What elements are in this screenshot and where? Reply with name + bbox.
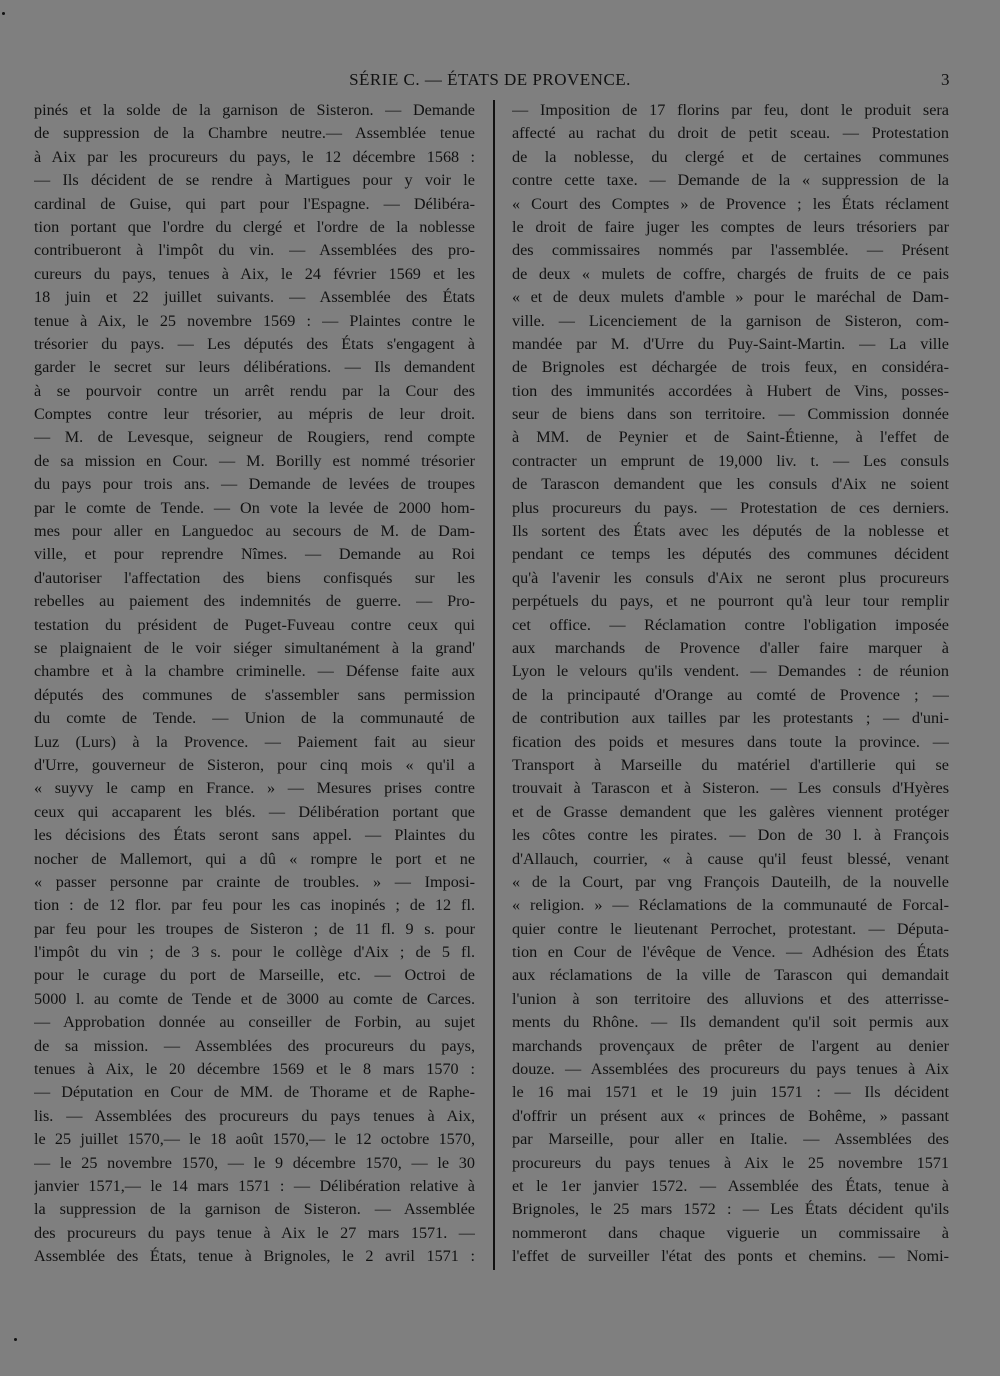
text-line: à Aix par les procureurs du pays, le 12 décembre 1568 : bbox=[34, 147, 475, 166]
text-line: d'Allauch, courrier, « à cause qu'il feust blessé, venant bbox=[512, 849, 949, 868]
text-line: députés des communes de s'assembler sans permission bbox=[34, 685, 475, 704]
text-line: aux marchands de Provence d'aller faire marquer à bbox=[512, 638, 949, 657]
text-line: des commissaires nommés par l'assemblée. — Présent bbox=[512, 241, 949, 260]
text-line: du comte de Tende. — Union de la communauté de bbox=[34, 709, 475, 728]
text-line: ville, et pour reprendre Nîmes. — Demande au Roi bbox=[34, 545, 475, 564]
text-line: plus procureurs du pays. — Protestation de ces derniers. bbox=[512, 498, 949, 517]
text-line: — le 25 novembre 1570, — le 9 décembre 1570, — le 30 bbox=[34, 1153, 475, 1172]
text-line: fication des poids et mesures dans toute la province. — bbox=[512, 732, 949, 751]
text-line: — M. de Levesque, seigneur de Rougiers, rend compte bbox=[34, 428, 475, 447]
text-line: contribueront à l'impôt du vin. — Assemblées des pro- bbox=[34, 241, 475, 260]
text-line: à se pourvoir contre un arrêt rendu par la Cour des bbox=[34, 381, 475, 400]
column-divider bbox=[493, 100, 495, 1270]
text-line: procureurs du pays tenues à Aix le 25 novembre 1571 bbox=[512, 1153, 949, 1172]
text-line: tenues à Aix, le 20 décembre 1569 et le 8 mars 1570 : bbox=[34, 1060, 475, 1079]
text-line: tenue à Aix, le 25 novembre 1569 : — Plaintes contre le bbox=[34, 311, 475, 330]
text-line: de suppression de la Chambre neutre.— Assemblée tenue bbox=[34, 124, 475, 143]
text-line: qu'à l'avenir les consuls d'Aix ne seront plus procureurs bbox=[512, 568, 949, 587]
right-column bbox=[512, 99, 949, 1269]
text-line: « et de deux mulets d'amble » pour le maréchal de Dam- bbox=[512, 288, 949, 307]
text-line: de sa mission en Cour. — M. Borilly est nommé trésorier bbox=[34, 451, 475, 470]
text-line: des procureurs du pays tenue à Aix le 27 mars 1571. — bbox=[34, 1223, 475, 1242]
text-line: garder le secret sur leurs délibérations. — Ils demandent bbox=[34, 358, 475, 377]
text-line: par le comte de Tende. — On vote la levée de 2000 hom- bbox=[34, 498, 475, 517]
text-line: Luz (Lurs) à la Provence. — Paiement fait au sieur bbox=[34, 732, 475, 751]
text-line: d'Urre, gouverneur de Sisteron, pour cinq mois « qu'il a bbox=[34, 755, 475, 774]
text-line: perpétuels du pays, et ne pourront qu'à leur tour remplir bbox=[512, 592, 949, 611]
text-line: tion en Cour de l'évêque de Vence. — Adhésion des États bbox=[512, 943, 949, 962]
text-line: rebelles au paiement des indemnités de guerre. — Pro- bbox=[34, 592, 475, 611]
text-line: trésorier du pays. — Les députés des États s'engagent à bbox=[34, 334, 475, 353]
text-line: testation du président de Puget-Fuveau contre ceux qui bbox=[34, 615, 475, 634]
text-line: l'union à son territoire des alluvions et des atterrisse- bbox=[512, 989, 949, 1008]
text-line: de Brignoles est déchargée de trois feux, en considéra- bbox=[512, 358, 949, 377]
text-line: tion portant que l'ordre du clergé et l'ordre de la noblesse bbox=[34, 217, 475, 236]
text-line: affecté au rachat du droit de petit sceau. — Protestation bbox=[512, 124, 949, 143]
text-line: douze. — Assemblées des procureurs du pays tenues à Aix bbox=[512, 1060, 949, 1079]
text-line: de contribution aux tailles par les protestants ; — d'uni- bbox=[512, 709, 949, 728]
text-line: de Tarascon demandent que les consuls d'Aix ne soient bbox=[512, 475, 949, 494]
text-line: aux réclamations de la ville de Tarascon qui demandait bbox=[512, 966, 949, 985]
text-line: pour le curage du port de Marseille, etc. — Octroi de bbox=[34, 966, 475, 985]
scan-speck bbox=[2, 12, 5, 15]
text-line: le 25 juillet 1570,— le 18 août 1570,— le 12 octobre 1570, bbox=[34, 1130, 475, 1149]
text-line: nocher de Mallemort, qui a dû « rompre le port et ne bbox=[34, 849, 475, 868]
text-line: 5000 l. au comte de Tende et de 3000 au comte de Carces. bbox=[34, 989, 475, 1008]
text-line: mandée par M. d'Urre du Puy-Saint-Martin. — La ville bbox=[512, 334, 949, 353]
text-line: cet office. — Réclamation contre l'obligation imposée bbox=[512, 615, 949, 634]
text-line: Ils sortent des États avec les députés de la noblesse et bbox=[512, 522, 949, 541]
text-line: par Marseille, pour aller en Italie. — Assemblées des bbox=[512, 1130, 949, 1149]
text-line: « religion. » — Réclamations de la communauté de Forcal- bbox=[512, 896, 949, 915]
text-line: « Court des Comptes » de Provence ; les États réclament bbox=[512, 194, 949, 213]
text-line: — Députation en Cour de MM. de Thorame et de Raphe- bbox=[34, 1083, 475, 1102]
text-line: cureurs du pays, tenues à Aix, le 24 février 1569 et les bbox=[34, 264, 475, 283]
left-column bbox=[34, 99, 475, 1269]
text-line: quier contre le lieutenant Perrochet, protestant. — Députa- bbox=[512, 919, 949, 938]
text-line: le 16 mai 1571 et le 19 juin 1571 : — Ils décident bbox=[512, 1083, 949, 1102]
text-line: seur de biens dans son territoire. — Commission donnée bbox=[512, 405, 949, 424]
text-line: les côtes contre les pirates. — Don de 30 l. à François bbox=[512, 826, 949, 845]
text-line: la suppression de la garnison de Sisteron. — Assemblée bbox=[34, 1200, 475, 1219]
page-header bbox=[30, 70, 950, 94]
text-line: pinés et la solde de la garnison de Sisteron. — Demande bbox=[34, 101, 475, 119]
text-line: lis. — Assemblées des procureurs du pays tenues à Aix, bbox=[34, 1106, 475, 1125]
text-line: pendant ce temps les députés des communes décident bbox=[512, 545, 949, 564]
text-line: à MM. de Peynier et de Saint-Étienne, à l'effet de bbox=[512, 428, 949, 447]
text-line: — Approbation donnée au conseiller de Forbin, au sujet bbox=[34, 1013, 475, 1032]
text-line: le droit de faire juger les comptes de leurs trésoriers par bbox=[512, 217, 949, 236]
text-line: « de la Court, par vng François Dauteilh, de la nouvelle bbox=[512, 872, 949, 891]
text-line: ceux qui accaparent les blés. — Délibération portant que bbox=[34, 802, 475, 821]
text-line: ville. — Licenciement de la garnison de Sisteron, com- bbox=[512, 311, 949, 330]
text-line: Assemblée des États, tenue à Brignoles, le 2 avril 1571 : bbox=[34, 1247, 475, 1266]
running-title: SÉRIE C. — ÉTATS DE PROVENCE. bbox=[349, 70, 631, 89]
page-number: 3 bbox=[941, 70, 950, 89]
text-line: de deux « mulets de coffre, chargés de fruits de ce pais bbox=[512, 264, 949, 283]
text-line: l'effet de surveiller l'état des ponts et chemins. — Nomi- bbox=[512, 1247, 949, 1266]
text-line: chambre et à la chambre criminelle. — Défense faite aux bbox=[34, 662, 475, 681]
text-line: et le 1er janvier 1572. — Assemblée des États, tenue à bbox=[512, 1176, 949, 1195]
text-line: Lyon le velours qu'ils vendent. — Demandes : de réunion bbox=[512, 662, 949, 681]
text-line: — Ils décident de se rendre à Martigues pour y voir le bbox=[34, 171, 475, 190]
text-line: de la noblesse, du clergé et de certaines communes bbox=[512, 147, 949, 166]
text-line: du pays pour trois ans. — Demande de levées de troupes bbox=[34, 475, 475, 494]
text-line: les décisions des États seront sans appel. — Plaintes du bbox=[34, 826, 475, 845]
text-line: d'autoriser l'affectation des biens confisqués sur les bbox=[34, 568, 475, 587]
text-line: par feu pour les troupes de Sisteron ; de 11 fl. 9 s. pour bbox=[34, 919, 475, 938]
text-line: Comptes contre leur trésorier, au mépris de leur droit. bbox=[34, 405, 475, 424]
text-line: d'offrir un présent aux « princes de Bohême, » passant bbox=[512, 1106, 949, 1125]
scan-speck bbox=[14, 1338, 17, 1341]
text-line: se plaignaient de le voir siéger simultanément à la grand' bbox=[34, 638, 475, 657]
text-line: Transport à Marseille du matériel d'artillerie qui se bbox=[512, 755, 949, 774]
text-line: tion : de 12 flor. par feu pour les cas inopinés ; de 12 fl. bbox=[34, 896, 475, 915]
text-line: marchands provençaux de prêter de l'argent au denier bbox=[512, 1036, 949, 1055]
text-line: trouvait à Tarascon et à Sisteron. — Les consuls d'Hyères bbox=[512, 779, 949, 798]
text-line: contracter un emprunt de 19,000 liv. t. — Les consuls bbox=[512, 451, 949, 470]
text-line: mes pour aller en Languedoc au secours de M. de Dam- bbox=[34, 522, 475, 541]
text-line: janvier 1571,— le 14 mars 1571 : — Délibération relative à bbox=[34, 1176, 475, 1195]
text-line: « suyvy le camp en France. » — Mesures prises contre bbox=[34, 779, 475, 798]
text-line: — Imposition de 17 florins par feu, dont le produit sera bbox=[512, 101, 949, 119]
text-line: cardinal de Guise, qui part pour l'Espagne. — Délibéra- bbox=[34, 194, 475, 213]
text-line: de la principauté d'Orange au comté de Provence ; — bbox=[512, 685, 949, 704]
text-line: 18 juin et 22 juillet suivants. — Assemblée des États bbox=[34, 288, 475, 307]
text-line: et de Grasse demandent que les galères viennent protéger bbox=[512, 802, 949, 821]
text-line: l'impôt du vin ; de 3 s. pour le collège d'Aix ; de 5 fl. bbox=[34, 943, 475, 962]
text-line: nommeront dans chaque viguerie un commissaire à bbox=[512, 1223, 949, 1242]
text-line: « passer personne par crainte de troubles. » — Imposi- bbox=[34, 872, 475, 891]
text-line: Brignoles, le 25 mars 1572 : — Les États décident qu'ils bbox=[512, 1200, 949, 1219]
text-line: de sa mission. — Assemblées des procureurs du pays, bbox=[34, 1036, 475, 1055]
text-line: tion des immunités accordées à Hubert de Vins, posses- bbox=[512, 381, 949, 400]
text-line: contre cette taxe. — Demande de la « suppression de la bbox=[512, 171, 949, 190]
text-line: ments du Rhône. — Ils demandent qu'il soit permis aux bbox=[512, 1013, 949, 1032]
